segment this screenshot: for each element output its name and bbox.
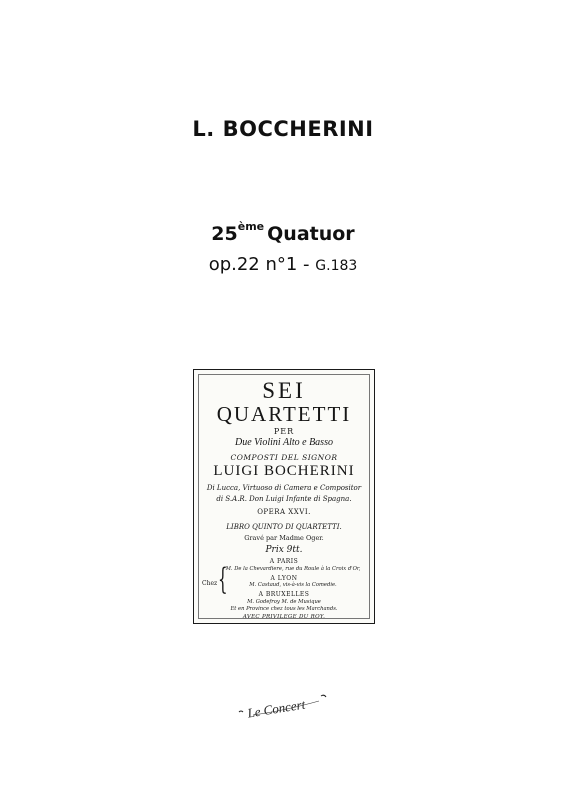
engraving-quartetti: QUARTETTI (216, 402, 352, 426)
opus-number: op.22 n°1 - (208, 254, 316, 275)
brace-icon: { (218, 562, 228, 597)
gerard-number: G.183 (315, 258, 358, 274)
engraving-bruxelles-address: M. Godefroy M. de Musique (247, 599, 321, 605)
engraving-price: Prix 9tt. (265, 545, 303, 555)
engraving-per: PER (273, 427, 295, 436)
engraving-engraver: Gravé par Madme Oger. (244, 534, 324, 542)
engraving-lyon-address: M. Castaud, vis-à-vis la Comedie. (249, 582, 337, 588)
work-title (0, 220, 566, 245)
engraving-bruxelles: A BRUXELLES (258, 591, 310, 598)
publisher-signature-logo (233, 682, 337, 722)
engraving-paris-address: M. De la Chevardiere, rue du Roule à la Croix d'Or, (225, 566, 361, 572)
engraving-composer-name: LUIGI BOCHERINI (213, 463, 355, 479)
engraving-chez: Chez (202, 580, 218, 587)
work-number-suffix: ème (237, 220, 265, 233)
work-catalog (0, 254, 566, 275)
engraving-provinces: Et en Province chez tous les Marchands. (230, 606, 338, 612)
engraving-instruments: Due Violini Alto e Basso (235, 437, 333, 448)
composer-name: L. BOCCHERINI (192, 117, 374, 141)
engraving-privilege: AVEC PRIVILEGE DU ROY. (242, 614, 326, 620)
engraving-sei: SEI (262, 378, 306, 403)
engraving-composti: COMPOSTI DEL SIGNOR (230, 453, 338, 462)
engraving-lyon: A LYON (270, 575, 298, 582)
engraving-libro: LIBRO QUINTO DI QUARTETTI. (226, 523, 342, 531)
engraving-virtuoso: Di Lucca, Virtuoso di Camera e Compositor (206, 484, 362, 492)
engraving-sar: di S.A.R. Don Luigi Infante di Spagna. (216, 495, 352, 503)
svg-text:Le Concert: Le Concert (246, 696, 307, 721)
title-page-engraving (193, 369, 375, 624)
work-title-word: Quatuor (267, 223, 355, 245)
engraving-paris: A PARIS (269, 558, 299, 565)
engraving-opera: OPERA XXVI. (257, 508, 311, 516)
work-number: 25 (211, 223, 238, 245)
